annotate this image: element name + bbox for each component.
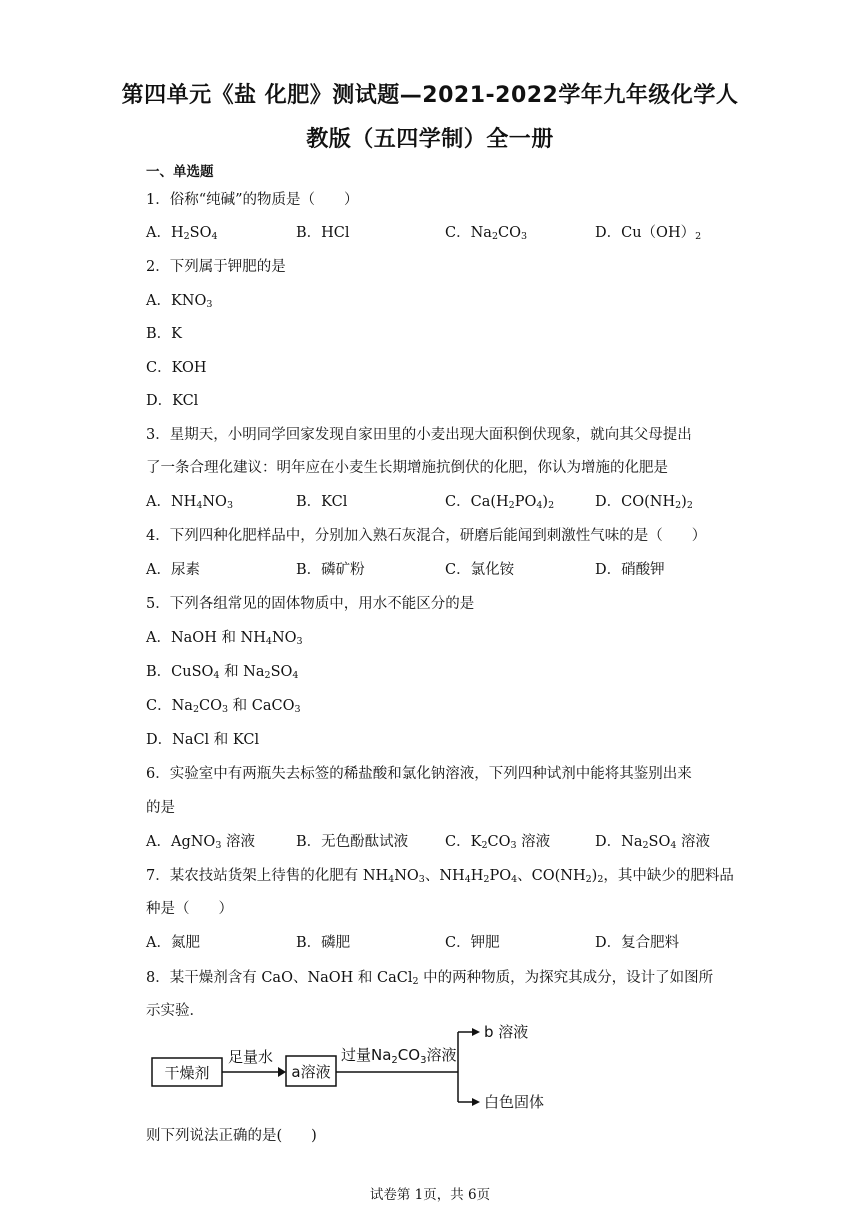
q7-stem-line-1: 7．某农技站货架上待售的化肥有 $NH_4NO_3$、$NH_4H_2PO_4$、$CO(NH_2)_2$，其中缺少的肥料品 xyxy=(146,868,734,885)
q3-option-b: B．KCl xyxy=(296,494,348,510)
q7-option-b: B．磷肥 xyxy=(296,935,351,951)
output-white-solid: 白色固体 xyxy=(484,1093,545,1111)
q7-option-a: A．氮肥 xyxy=(146,935,200,951)
q5-option-d: D．NaCl 和 KCl xyxy=(146,732,260,748)
q6-option-a: A．AgNO$_3$ 溶液 xyxy=(146,834,255,851)
title-line-1: 第四单元《盐 化肥》测试题—2021-2022学年九年级化学人 xyxy=(121,83,739,108)
branch-bottom-arrowhead xyxy=(472,1098,480,1106)
experiment-flow-diagram xyxy=(146,1018,586,1118)
q1-option-a: A．$H_2SO_4$ xyxy=(146,225,218,242)
q3-option-c: C．$Ca(H_2PO_4)_2$ xyxy=(445,494,555,511)
q1-option-c: C．$Na_2CO_3$ xyxy=(445,225,528,242)
box-desiccant-label: 干燥剂 xyxy=(164,1064,210,1082)
q2-option-c: C．KOH xyxy=(146,360,207,376)
q1-stem: 1．俗称“纯碱”的物质是（ ） xyxy=(146,192,359,208)
arrow-1-head xyxy=(278,1067,286,1077)
q4-option-b: B．磷矿粉 xyxy=(296,562,365,578)
branch-top-arrowhead xyxy=(472,1028,480,1036)
q2-option-d: D．KCl xyxy=(146,393,199,409)
page-footer: 试卷第 1页，共 6页 xyxy=(369,1187,491,1203)
q8-stem-line-2: 示实验． xyxy=(146,1003,204,1019)
title-line-2: 教版（五四学制）全一册 xyxy=(306,127,554,152)
q6-option-b: B．无色酚酞试液 xyxy=(296,834,409,850)
q8-stem-line-3: 则下列说法正确的是( ) xyxy=(146,1128,317,1144)
q6-stem-line-2: 的是 xyxy=(146,800,175,816)
q8-stem-line-1: 8．某干燥剂含有 CaO、NaOH 和 CaCl$_2$ 中的两种物质，为探究其成分，设计了如图所 xyxy=(146,970,714,987)
arrow-1-label: 足量水 xyxy=(228,1048,274,1066)
q7-option-c: C．钾肥 xyxy=(445,935,500,951)
q6-option-c: C．$K_2CO_3$ 溶液 xyxy=(445,834,551,851)
q3-stem-line-2: 了一条合理化建议：明年应在小麦生长期增施抗倒伏的化肥，你认为增施的化肥是 xyxy=(146,460,668,476)
q5-option-b: B．CuSO$_4$ 和 $Na_2SO_4$ xyxy=(146,664,299,681)
q3-option-d: D．$CO(NH_2)_2$ xyxy=(595,494,693,511)
q1-option-b: B．HCl xyxy=(296,225,350,241)
q2-stem: 2．下列属于钾肥的是 xyxy=(146,259,286,275)
q5-option-a: A．NaOH 和 $NH_4NO_3$ xyxy=(146,630,303,647)
q2-option-a: A．$KNO_3$ xyxy=(146,293,213,310)
section-heading: 一、单选题 xyxy=(146,164,214,180)
box-solution-a-label: a溶液 xyxy=(291,1063,331,1081)
q7-option-d: D．复合肥料 xyxy=(595,935,680,951)
q6-option-d: D．$Na_2SO_4$ 溶液 xyxy=(595,834,710,851)
q5-option-c: C．$Na_2CO_3$ 和 CaCO$_3$ xyxy=(146,698,301,715)
q1-option-d: D．$Cu(OH)_2$ xyxy=(595,225,702,242)
q6-stem-line-1: 6．实验室中有两瓶失去标签的稀盐酸和氯化钠溶液，下列四种试剂中能将其鉴别出来 xyxy=(146,766,692,782)
output-b-solution: b 溶液 xyxy=(484,1023,529,1041)
q3-option-a: A．$NH_4NO_3$ xyxy=(146,494,233,511)
arrow-2-label: 过量$Na_2CO_3$溶液 xyxy=(341,1046,457,1066)
q2-option-b: B．K xyxy=(146,326,182,342)
q4-option-d: D．硝酸钾 xyxy=(595,562,665,578)
q7-stem-line-2: 种是（ ） xyxy=(146,901,233,917)
q5-stem: 5．下列各组常见的固体物质中，用水不能区分的是 xyxy=(146,596,475,612)
q4-stem: 4．下列四种化肥样品中，分别加入熟石灰混合，研磨后能闻到刺激性气味的是（ ） xyxy=(146,528,707,544)
q3-stem-line-1: 3．星期天，小明同学回家发现自家田里的小麦出现大面积倒伏现象，就向其父母提出 xyxy=(146,427,692,443)
q4-option-c: C．氯化铵 xyxy=(445,562,515,578)
q4-option-a: A．尿素 xyxy=(146,562,200,578)
